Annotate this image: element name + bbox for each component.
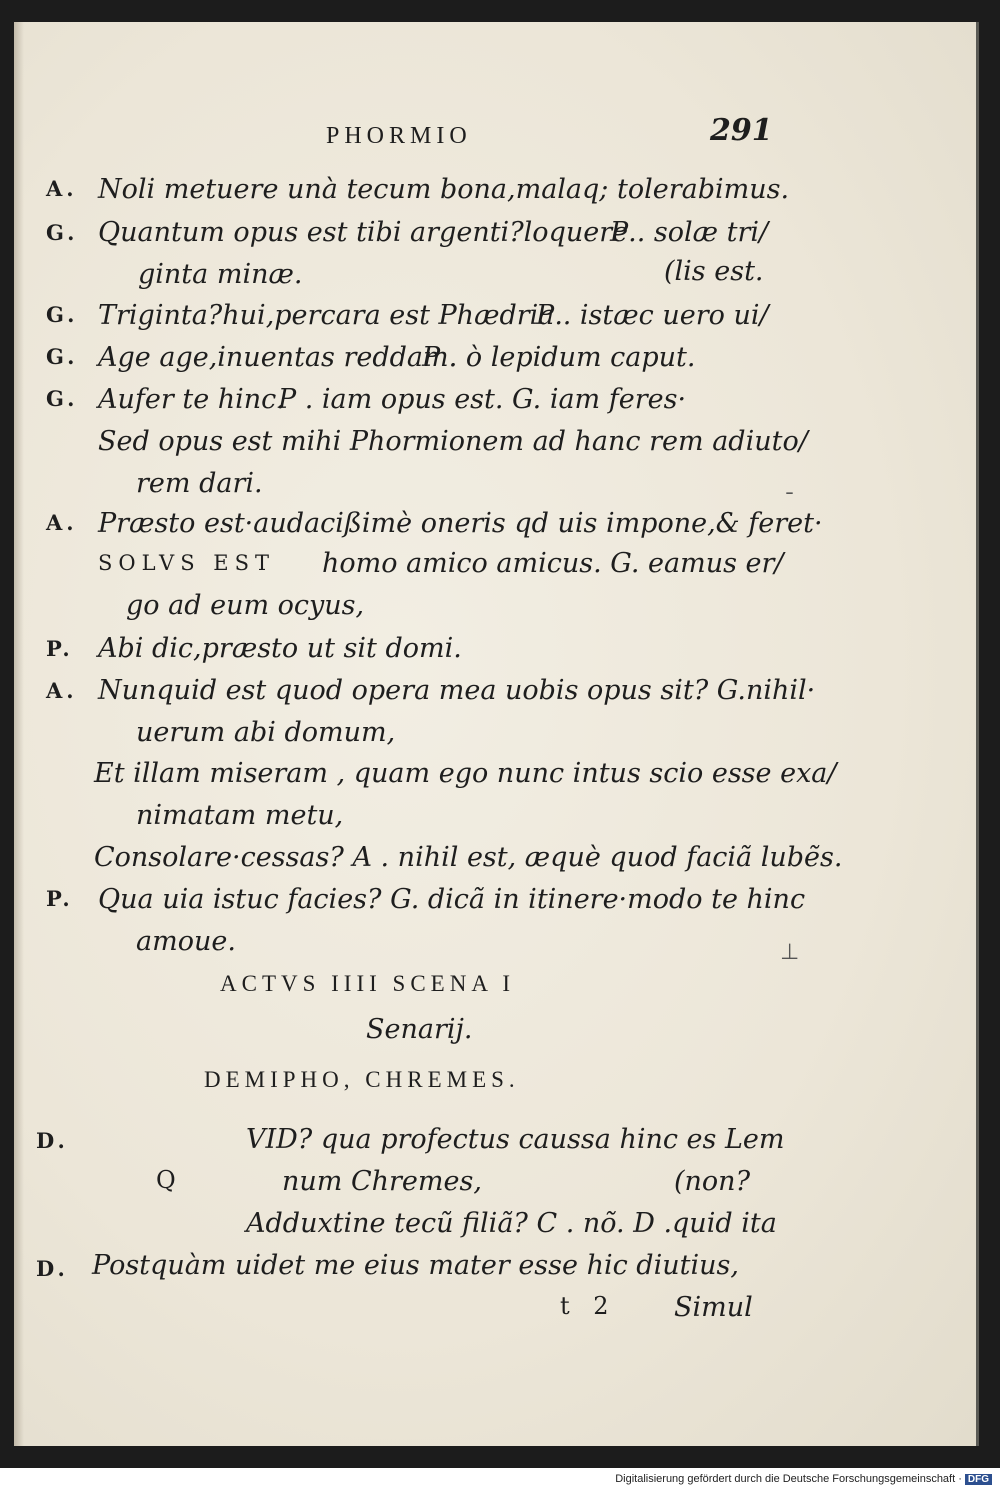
- running-title: PHORMIO: [326, 123, 472, 149]
- speaker-label: A.: [46, 176, 78, 201]
- text-line: VID? qua profectus caussa hinc es Lem: [246, 1124, 785, 1155]
- speaker-label: G.: [46, 220, 79, 245]
- text-line: homo amico amicus. G. eamus er/: [322, 548, 784, 579]
- text-line: Sed opus est mihi Phormionem ad hanc rem adiuto/: [98, 426, 808, 457]
- catchword: Simul: [674, 1292, 753, 1323]
- speaker-label: D.: [36, 1128, 69, 1153]
- margin-mark: ⊥: [780, 940, 800, 965]
- text-line: Abi dic,præsto ut sit domi.: [98, 633, 462, 664]
- speaker-label: G.: [46, 344, 79, 369]
- text-line: (non?: [674, 1166, 751, 1197]
- text-line: ginta minæ.: [138, 259, 303, 290]
- text-line: nimatam metu,: [136, 800, 344, 831]
- text-line: Aufer te hinc.: [98, 384, 285, 415]
- scene-persons: DEMIPHO, CHREMES.: [204, 1067, 520, 1092]
- text-line: SOLVS EST: [98, 551, 276, 575]
- text-line: Quantum opus est tibi argenti?loquere.: [98, 217, 637, 248]
- dfg-logo: DFG: [965, 1474, 992, 1485]
- speaker-label: A.: [46, 510, 78, 535]
- text-line: rem dari.: [136, 468, 263, 499]
- text-line: Nunquid est quod opera mea uobis opus sit? G.nihil·: [98, 675, 816, 706]
- text-line: go ad eum ocyus,: [126, 590, 365, 621]
- text-line: Et illam miseram , quam ego nunc intus scio esse exa/: [94, 758, 837, 789]
- text-line: num Chremes,: [282, 1166, 482, 1197]
- speaker-label: G.: [46, 302, 79, 327]
- scene-heading: ACTVS IIII SCENA I: [220, 971, 516, 996]
- text-line: Noli metuere unà tecum bona,malaq; tolerabimus.: [98, 174, 790, 205]
- text-line: Adduxtine tecũ filiã? C . nõ. D .quid ita: [246, 1208, 777, 1239]
- text-line: Consolare·cessas? A . nihil est, æquè quod faciã lubẽs.: [94, 842, 843, 873]
- page-number: 291: [710, 113, 773, 148]
- scene-meter: Senarij.: [366, 1014, 473, 1045]
- text-line: Triginta?hui,percara est Phædria.: [98, 300, 563, 331]
- signature-mark: t 2: [560, 1292, 617, 1320]
- speaker-label: D.: [36, 1256, 69, 1281]
- book-page: [14, 22, 979, 1446]
- text-line: Præsto est·audacißimè oneris qd uis impone,& feret·: [98, 508, 823, 539]
- speaker-label: A.: [46, 678, 78, 703]
- margin-mark: ˉ: [784, 490, 795, 515]
- text-line: Postquàm uidet me eius mater esse hic diutius,: [92, 1250, 739, 1281]
- text-line: P . istæc uero ui/: [536, 300, 769, 331]
- text-line: amoue.: [136, 926, 236, 957]
- text-line: P . iam opus est. G. iam feres·: [278, 384, 687, 415]
- credit-text: Digitalisierung gefördert durch die Deutsche Forschungsgemeinschaft ·: [615, 1473, 962, 1485]
- text-line: Age age,inuentas reddam.: [98, 342, 458, 373]
- text-line: P . ò lepidum caput.: [422, 342, 696, 373]
- speaker-label: P.: [46, 636, 74, 661]
- text-line: P . solæ tri/: [610, 217, 769, 248]
- digitization-credit: [615, 1473, 992, 1485]
- text-line: (lis est.: [664, 256, 764, 287]
- text-line: uerum abi domum,: [136, 717, 396, 748]
- initial-letter: Q: [156, 1166, 176, 1194]
- speaker-label: P.: [46, 886, 74, 911]
- text-line: Qua uia istuc facies? G. dicã in itinere·modo te hinc: [98, 884, 806, 915]
- speaker-label: G.: [46, 386, 79, 411]
